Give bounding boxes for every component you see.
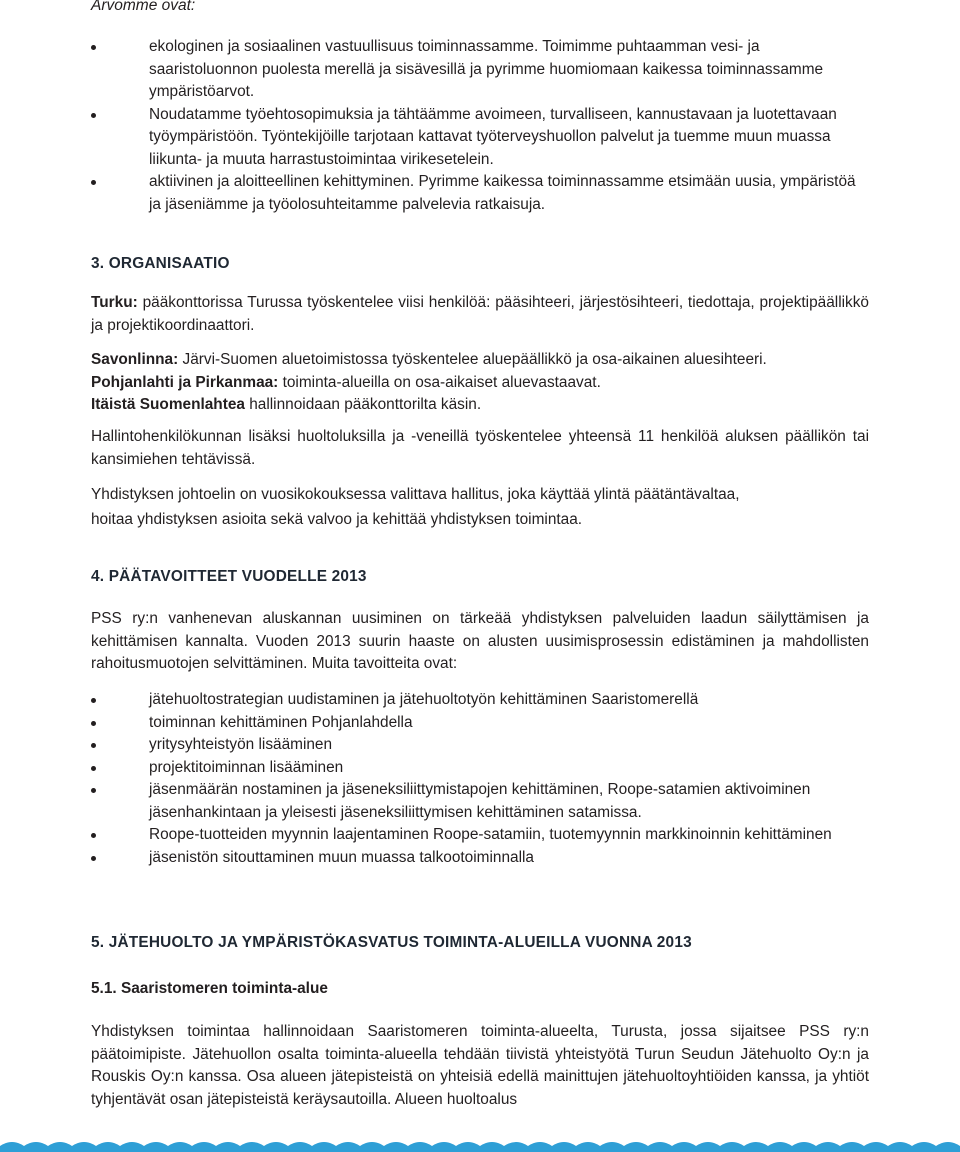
list-item	[91, 171, 869, 216]
bullet-icon	[91, 766, 96, 771]
list-item	[91, 734, 869, 757]
section-5-1-title: 5.1. Saaristomeren toiminta-alue	[91, 980, 328, 997]
bullet-icon	[91, 113, 96, 118]
list-item-text: aktiivinen ja aloitteellinen kehittyminen. Pyrimme kaikessa toiminnassamme etsimään uusia, ympäristöä ja jäseniämme ja työolosuhteitamme palvelevia ratkaisuja.	[149, 173, 856, 213]
itaista-text: hallinnoidaan pääkonttorilta käsin.	[244, 396, 482, 413]
section-5-1-paragraph: Yhdistyksen toimintaa hallinnoidaan Saaristomeren toiminta-alueelta, Turusta, jossa sijaitsee PSS ry:n päätoimipiste. Jätehuollon osalta toiminta-alueella tehdään tiivistä yhteistyötä Turun Seudun Jätehuolto Oy:n ja Rouskis Oy:n kanssa. Osa alueen jätepisteistä on yhteisiä edellä mainittujen jätehuoltoyhtiöiden kanssa, ja yhtiöt tyhjentävät osan jätepisteistä keräysautoilla. Alueen huoltoalus	[91, 1023, 869, 1108]
list-item-text: ekologinen ja sosiaalinen vastuullisuus toiminnassamme. Toimimme puhtaamman vesi- ja saaristoluonnon puolesta merellä ja sisävesillä ja pyrimme huomiomaan kaikessa toiminnassamme ympäristöarvot.	[149, 38, 824, 100]
list-item-text: Roope-tuotteiden myynnin laajentaminen Roope-satamiin, tuotemyynnin markkinoinnin kehittäminen	[149, 826, 832, 843]
bullet-icon	[91, 45, 96, 50]
goals-list	[91, 689, 869, 869]
bullet-icon	[91, 743, 96, 748]
list-item	[91, 824, 869, 847]
pohjanlahti-label: Pohjanlahti ja Pirkanmaa:	[91, 373, 279, 391]
savonlinna-line	[91, 349, 869, 372]
pohjanlahti-line	[91, 372, 869, 395]
section-4-intro: PSS ry:n vanhenevan aluskannan uusiminen on tärkeää yhdistyksen palveluiden laadun säilyttämisen ja kehittämisen kannalta. Vuoden 2013 suurin haaste on alusten uusimisprosessin edistäminen ja mahdollisten rahoitusmuotojen selvittäminen. Muita tavoitteita ovat:	[91, 610, 869, 672]
board-paragraph-line-1: Yhdistyksen johtoelin on vuosikokouksessa valittava hallitus, joka käyttää ylintä päätäntävaltaa,	[91, 486, 740, 503]
list-item	[91, 847, 869, 870]
list-item	[91, 36, 869, 104]
list-item	[91, 689, 869, 712]
board-paragraph-line-2: hoitaa yhdistyksen asioita sekä valvoo ja kehittää yhdistyksen toimintaa.	[91, 511, 583, 528]
bullet-icon	[91, 788, 96, 793]
bullet-icon	[91, 698, 96, 703]
list-item-text: jätehuoltostrategian uudistaminen ja jätehuoltotyön kehittäminen Saaristomerellä	[149, 691, 699, 708]
bullet-icon	[91, 833, 96, 838]
doc-heading: Arvomme ovat:	[91, 0, 196, 14]
pohjanlahti-text: toiminta-alueilla on osa-aikaiset aluevastaavat.	[278, 373, 601, 391]
section-3-title: 3. ORGANISAATIO	[91, 255, 230, 272]
itaista-label: Itäistä Suomenlahtea	[91, 396, 245, 413]
list-item	[91, 712, 869, 735]
section-5-title: 5. JÄTEHUOLTO JA YMPÄRISTÖKASVATUS TOIMINTA-ALUEILLA VUONNA 2013	[91, 934, 692, 951]
list-item-text: yritysyhteistyön lisääminen	[149, 736, 333, 753]
list-item-text: jäsenistön sitouttaminen muun muassa talkootoiminnalla	[149, 848, 534, 866]
turku-paragraph	[91, 292, 869, 337]
list-item	[91, 757, 869, 780]
regional-offices	[91, 349, 869, 417]
list-item-text: jäsenmäärän nostaminen ja jäseneksiliittymistapojen kehittäminen, Roope-satamien aktivoiminen jäsenhankintaan ja yleisesti jäseneksiliittymisen kehittäminen satamissa.	[149, 781, 811, 821]
list-item-text: toiminnan kehittäminen Pohjanlahdella	[149, 713, 413, 731]
turku-text: pääkonttorissa Turussa työskentelee viisi henkilöä: pääsihteeri, järjestösihteeri, tiedottaja, projektipäällikkö ja projektikoordinaattori.	[91, 294, 869, 334]
itaista-line	[91, 394, 869, 417]
savonlinna-label: Savonlinna:	[91, 351, 179, 368]
bullet-icon	[91, 721, 96, 726]
bullet-icon	[91, 180, 96, 185]
list-item	[91, 104, 869, 172]
bullet-icon	[91, 856, 96, 861]
list-item-text: Noudatamme työehtosopimuksia ja tähtäämme avoimeen, turvalliseen, kannustavaan ja luotettavaan työympäristöön. Työntekijöille tarjotaan kattavat työterveyshuollon palvelut ja tuemme muun muassa liikunta- ja muuta harrastustoimintaa virikesetelein.	[149, 105, 837, 168]
savonlinna-text: Järvi-Suomen aluetoimistossa työskentelee aluepäällikkö ja osa-aikainen aluesihteeri.	[178, 351, 767, 368]
list-item-text: projektitoiminnan lisääminen	[149, 758, 344, 776]
values-list	[91, 36, 869, 216]
wave-decoration	[0, 1138, 960, 1152]
staff-paragraph: Hallintohenkilökunnan lisäksi huoltoluksilla ja -veneillä työskentelee yhteensä 11 henkilöä aluksen päällikön tai kansimiehen tehtävissä.	[91, 428, 869, 468]
section-4-title: 4. PÄÄTAVOITTEET VUODELLE 2013	[91, 568, 367, 585]
list-item	[91, 779, 869, 824]
turku-label: Turku:	[91, 294, 138, 311]
